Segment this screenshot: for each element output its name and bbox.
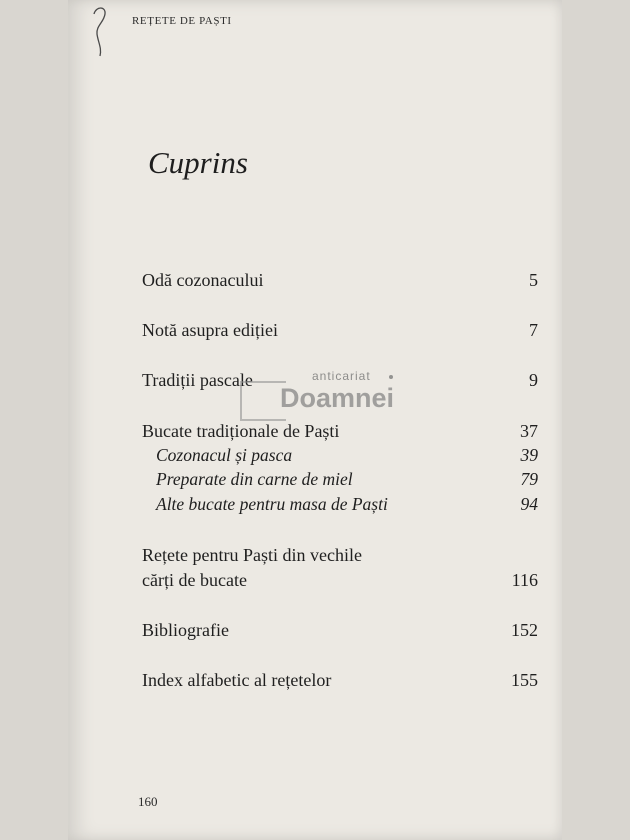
toc-entry-page: 39 xyxy=(520,445,538,465)
watermark-big-text: Doamnei xyxy=(280,383,395,413)
pen-scribble xyxy=(90,4,112,60)
toc-entry-title: Cozonacul și pasca xyxy=(156,445,293,465)
toc-entry-page: 9 xyxy=(529,370,538,390)
toc-entry-page: 155 xyxy=(511,670,538,690)
toc-entry-title: Alte bucate pentru masa de Paști xyxy=(156,494,388,514)
watermark-small-text: anticariat xyxy=(312,369,371,383)
toc-entry-title: Rețete pentru Paști din vechile xyxy=(142,545,362,565)
toc-entry-title: Odă cozonacului xyxy=(142,270,264,290)
toc-entry-title: Preparate din carne de miel xyxy=(156,469,353,489)
toc-entry-page: 5 xyxy=(529,270,538,290)
toc-entry-title: Bucate tradiționale de Paști xyxy=(142,421,340,441)
watermark-logo xyxy=(240,367,410,431)
toc-entry-page: 37 xyxy=(520,421,538,441)
toc-entry-title: Index alfabetic al rețetelor xyxy=(142,670,332,690)
running-head: REȚETE DE PAȘTI xyxy=(132,15,232,27)
toc-entry-title-line2: cărți de bucate xyxy=(142,570,247,590)
page-number: 160 xyxy=(138,794,158,809)
book-page xyxy=(68,0,562,840)
page-title: Cuprins xyxy=(148,145,248,180)
toc-entry-page: 79 xyxy=(520,469,538,489)
toc-entry-page: 116 xyxy=(511,570,538,590)
toc-entry-title: Bibliografie xyxy=(142,620,229,640)
toc-entry-title: Tradiții pascale xyxy=(142,370,253,390)
toc-entry-page: 94 xyxy=(520,494,538,514)
toc-entry-title: Notă asupra ediției xyxy=(142,320,278,340)
watermark-dot xyxy=(389,375,393,379)
toc-entry-page: 152 xyxy=(511,620,538,640)
toc-entry-page: 7 xyxy=(529,320,538,340)
